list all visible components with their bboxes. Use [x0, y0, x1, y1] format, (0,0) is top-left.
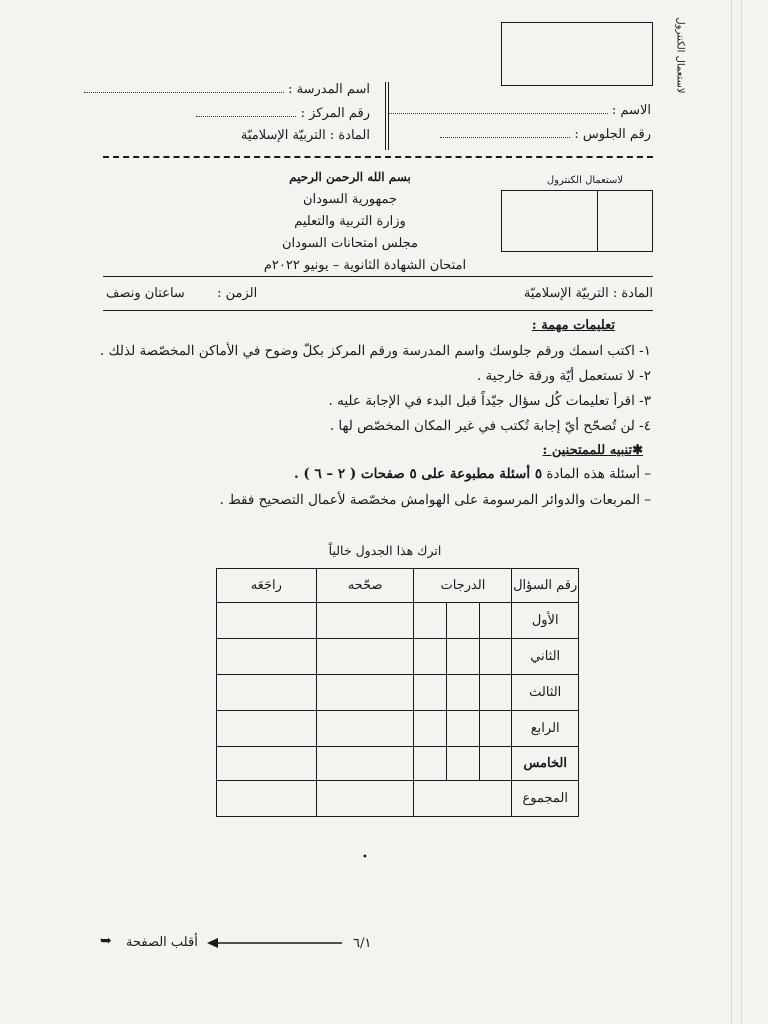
reviewer-cell[interactable] [217, 603, 317, 639]
row-label: الرابع [512, 711, 579, 747]
name-input-line[interactable] [388, 103, 608, 114]
grade-cell[interactable] [447, 603, 480, 639]
corrector-cell[interactable] [316, 781, 414, 817]
time-value: ساعتان ونصف [106, 286, 185, 301]
ministry-title: وزارة التربية والتعليم [294, 214, 406, 229]
grade-cell[interactable] [479, 675, 512, 711]
control-box-top [501, 22, 653, 86]
time-field [106, 286, 257, 301]
row-label: الثالث [512, 675, 579, 711]
exam-title: امتحان الشهادة الثانوية – يونيو ٢٠٢٢م [263, 258, 467, 273]
grade-cell[interactable] [447, 675, 480, 711]
notice-line-2: – المربعات والدوائر المرسومة على الهوامش مخصّصة لأعمال التصحيح فقط . [219, 492, 651, 508]
header-separator [103, 156, 653, 158]
total-grade-cell[interactable] [414, 781, 512, 817]
table-row [217, 711, 579, 747]
center-label: رقم المركز : [300, 106, 370, 121]
corrector-cell[interactable] [316, 639, 414, 675]
subject-line: المادة : التربيّة الإسلاميّة [523, 286, 653, 301]
center-field[interactable] [196, 106, 370, 121]
grade-cell[interactable] [479, 639, 512, 675]
country-title: جمهورية السودان [302, 192, 398, 207]
header-corrector: صحّحه [316, 569, 414, 603]
corrector-cell[interactable] [316, 603, 414, 639]
notice-line-1: – أسئلة هذه المادة ٥ أسئلة مطبوعة على ٥ صفحات ( ٢ – ٦ ) . [293, 466, 651, 482]
header-divider [388, 82, 389, 150]
instruction-item: ٢- لا تستعمل أيّة ورقة خارجية . [476, 368, 651, 384]
grades-table [216, 568, 579, 817]
grade-cell[interactable] [414, 603, 447, 639]
reviewer-cell[interactable] [217, 781, 317, 817]
instruction-item: ٣- اقرأ تعليمات كُل سؤال جيّداً قبل البدء في الإجابة عليه . [328, 393, 651, 409]
row-label: الثاني [512, 639, 579, 675]
grade-cell[interactable] [479, 711, 512, 747]
corrector-cell[interactable] [316, 675, 414, 711]
seat-input-line[interactable] [440, 127, 570, 138]
center-input-line[interactable] [196, 106, 296, 117]
reviewer-cell[interactable] [217, 639, 317, 675]
subject-separator [103, 310, 653, 311]
control-label-top: لاستعمال الكنترول [674, 17, 686, 94]
grade-cell[interactable] [414, 747, 447, 781]
reviewer-cell[interactable] [217, 711, 317, 747]
notice-heading: ✱تنبيه للممتحنين : [542, 443, 643, 458]
header-divider [385, 82, 386, 150]
school-field[interactable] [84, 82, 370, 97]
grade-cell[interactable] [414, 639, 447, 675]
school-label: اسم المدرسة : [288, 82, 370, 97]
row-label: الأول [512, 603, 579, 639]
arrow-left-icon [207, 935, 342, 949]
seat-field[interactable] [440, 127, 651, 142]
table-row [217, 603, 579, 639]
table-row [217, 639, 579, 675]
star-icon: ✱ [632, 443, 643, 458]
seat-label: رقم الجلوس : [574, 127, 651, 142]
header-question-number: رقم السؤال [512, 569, 579, 603]
grade-cell[interactable] [414, 711, 447, 747]
scan-artifact-line [741, 0, 742, 1024]
control-label-mid: لاستعمال الكنترول [546, 175, 624, 186]
corrector-cell[interactable] [316, 747, 414, 781]
control-box-divider [597, 190, 598, 252]
row-label: المجموع [512, 781, 579, 817]
scan-artifact-line [731, 0, 732, 1024]
row-label: الخامس [512, 747, 579, 781]
grade-cell[interactable] [479, 747, 512, 781]
table-row-total [217, 781, 579, 817]
name-field[interactable] [388, 103, 651, 118]
grade-cell[interactable] [447, 639, 480, 675]
grade-cell[interactable] [447, 747, 480, 781]
table-header-row [217, 569, 579, 603]
grade-cell[interactable] [447, 711, 480, 747]
stray-dot: • [362, 852, 368, 863]
subject-top: المادة : التربيّة الإسلاميّة [240, 128, 370, 143]
control-box-mid [501, 190, 653, 252]
council-title: مجلس امتحانات السودان [282, 236, 418, 251]
table-caption: اترك هذا الجدول خالياً [328, 543, 442, 558]
header-reviewer: راجَعَه [217, 569, 317, 603]
reviewer-cell[interactable] [217, 747, 317, 781]
notice-bold: ٥ أسئلة مطبوعة على ٥ صفحات ( ٢ – ٦ ) . [293, 466, 543, 482]
page-turn-icon: ➥ [100, 933, 112, 949]
grade-cell[interactable] [414, 675, 447, 711]
time-label: الزمن : [217, 286, 258, 301]
table-row [217, 675, 579, 711]
school-input-line[interactable] [84, 82, 284, 93]
instructions-heading: تعليمات مهمة : [531, 318, 615, 333]
basmala: بسم الله الرحمن الرحيم [289, 170, 411, 184]
instruction-item: ١- اكتب اسمك ورقم جلوسك واسم المدرسة ورقم المركز بكلّ وضوح في الأماكن المخصّصة لذلك . [99, 343, 651, 359]
instruction-item: ٤- لن تُصحّح أيّ إجابة تُكتب في غير المكان المخصّص لها . [329, 418, 651, 434]
header-grades: الدرجات [414, 569, 512, 603]
turn-page-label: أقلب الصفحة [126, 935, 198, 950]
title-separator [103, 276, 653, 277]
page-number: ٦/١ [353, 936, 372, 951]
grade-cell[interactable] [479, 603, 512, 639]
reviewer-cell[interactable] [217, 675, 317, 711]
table-row [217, 747, 579, 781]
corrector-cell[interactable] [316, 711, 414, 747]
name-label: الاسم : [611, 103, 651, 118]
